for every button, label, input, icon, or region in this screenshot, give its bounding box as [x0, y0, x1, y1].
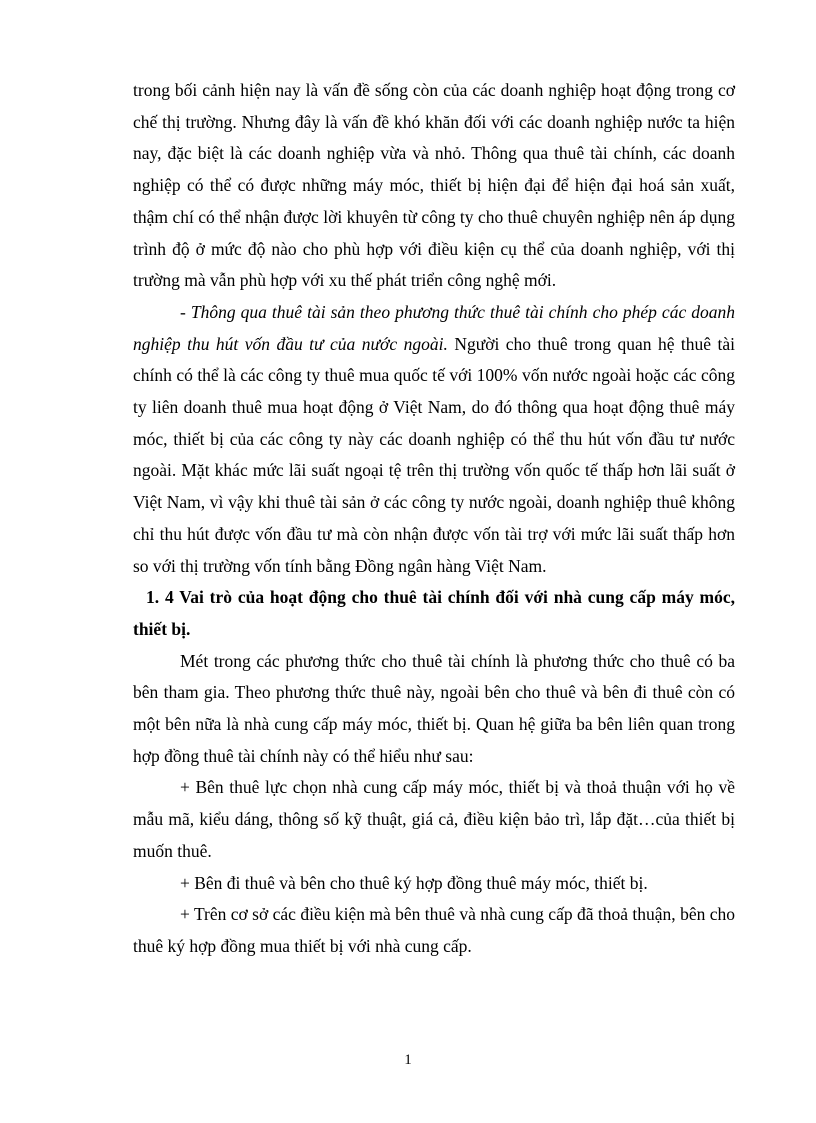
- paragraph-1: trong bối cảnh hiện nay là vấn đề sống còn của các doanh nghiệp hoạt động trong cơ chế thị trường. Nhưng đây là vấn đề khó khăn đối với các doanh nghiệp nước ta hiện nay, đặc biệt là các doanh nghiệp vừa và nhỏ. Thông qua thuê tài chính, các doanh nghiệp có thể có được những máy móc, thiết bị hiện đại để hiện đại hoá sản xuất, thậm chí có thể nhận được lời khuyên từ công ty cho thuê chuyên nghiệp nên áp dụng trình độ ở mức độ nào cho phù hợp với điều kiện cụ thể của doanh nghiệp, với thị trường mà vẫn phù hợp với xu thế phát triển công nghệ mới.: [133, 80, 735, 291]
- paragraph-2: [133, 297, 735, 582]
- body-text: [133, 75, 735, 963]
- paragraph-2-italic-lead: - Thông qua thuê tài sản theo phương thức thuê tài chính cho phép các doanh nghiệp thu hút vốn đầu tư của nước ngoài.: [133, 301, 735, 354]
- page-number: 1: [404, 1052, 412, 1068]
- paragraph-4: + Bên thuê lực chọn nhà cung cấp máy móc, thiết bị và thoả thuận với họ về mẫu mã, kiểu dáng, thông số kỹ thuật, giá cả, điều kiện bảo trì, lắp đặt…của thiết bị muốn thuê.: [133, 777, 735, 861]
- paragraph-3: Mét trong các phương thức cho thuê tài chính là phương thức cho thuê có ba bên tham gia. Theo phương thức thuê này, ngoài bên cho thuê và bên đi thuê còn có một bên nữa là nhà cung cấp máy móc, thiết bị. Quan hệ giữa ba bên liên quan trong hợp đồng thuê tài chính này có thể hiểu như sau:: [133, 650, 735, 766]
- paragraph-2-body: Người cho thuê trong quan hệ thuê tài chính có thể là các công ty thuê mua quốc tế với 100% vốn nước ngoài hoặc các công ty liên doanh thuê mua hoạt động ở Việt Nam, do đó thông qua hoạt động thuê máy móc, thiết bị của các công ty này các doanh nghiệp có thể thu hút vốn đầu tư nước ngoài. Mặt khác mức lãi suất ngoại tệ trên thị trường vốn quốc tế thấp hơn lãi suất ở Việt Nam, vì vậy khi thuê tài sản ở các công ty nước ngoài, doanh nghiệp thuê không chỉ thu hút được vốn đầu tư mà còn nhận được vốn tài trợ với mức lãi suất thấp hơn so với thị trường vốn tính bằng Đồng ngân hàng Việt Nam.: [133, 333, 736, 576]
- section-heading: 1. 4 Vai trò của hoạt động cho thuê tài chính đối với nhà cung cấp máy móc, thiết bị.: [133, 587, 735, 639]
- paragraph-5: + Bên đi thuê và bên cho thuê ký hợp đồng thuê máy móc, thiết bị.: [180, 872, 648, 893]
- paragraph-6: + Trên cơ sở các điều kiện mà bên thuê và nhà cung cấp đã thoả thuận, bên cho thuê ký hợp đồng mua thiết bị với nhà cung cấp.: [133, 904, 735, 956]
